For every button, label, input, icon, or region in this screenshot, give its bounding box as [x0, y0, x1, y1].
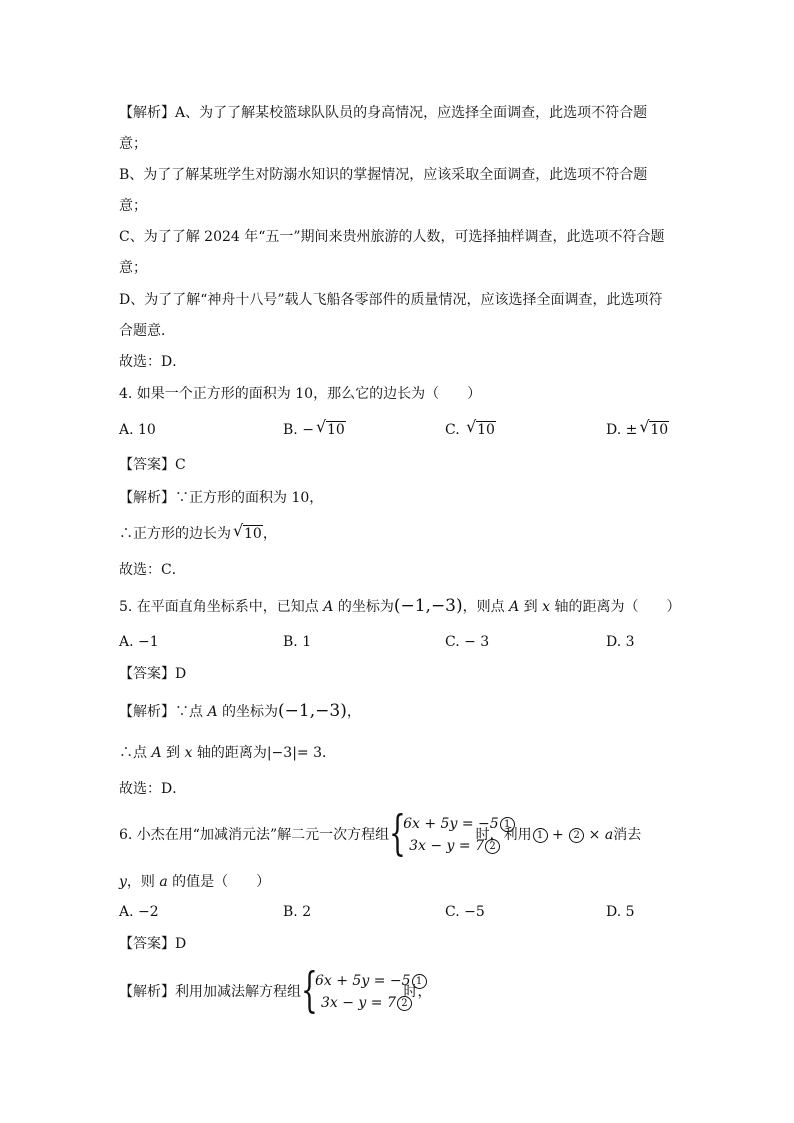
q3-solution-line-4: 意；: [119, 198, 147, 214]
q4-option-b: [283, 417, 346, 440]
q6-option-c: C. −5: [445, 904, 485, 920]
q3-solution-line-2: 意；: [119, 136, 147, 152]
option-label: C.: [445, 422, 465, 438]
option-label: D.: [606, 422, 626, 438]
sqrt-expression: √ 10: [466, 417, 495, 438]
q6-option-b: B. 2: [283, 904, 312, 920]
q5-solution-line-2: ∴点 A 到 x 轴的距离为|−3|= 3．: [119, 745, 337, 761]
q3-solution-line-6: 意；: [119, 260, 147, 276]
q4-conclusion: 故选：C．: [119, 562, 186, 578]
q6-stem-line-1: 6. 小杰在用“加减消元法”解二元一次方程组 { 6x + 5y = −5 1 3x − y = 7 2 时，利用 1 + 2 × a消去: [119, 805, 642, 861]
q4-option-a: A. 10: [119, 422, 156, 438]
x-variable: x: [542, 599, 551, 615]
option-label: B.: [283, 422, 303, 438]
plus-minus-sign: ±: [625, 422, 638, 438]
minus-sign: −: [302, 422, 314, 438]
q6-option-a: A. −2: [119, 904, 159, 920]
circled-number-1: 1: [500, 817, 515, 832]
q5-option-d: D. 3: [606, 634, 635, 650]
q3-solution-line-5: C、为了了解 2024 年“五一”期间来贵州旅游的人数，可选择抽样调查，此选项不符合题: [119, 229, 665, 245]
radicand: 10: [477, 422, 495, 438]
q6-answer: 【答案】D: [119, 936, 187, 952]
q4-stem: 4. 如果一个正方形的面积为 10，那么它的边长为（ ）: [119, 386, 482, 402]
left-brace: {: [301, 962, 318, 1018]
point-a: A: [323, 599, 334, 615]
q4-solution-line-1: 【解析】∵正方形的面积为 10，: [119, 490, 324, 506]
q5-option-c: C. − 3: [445, 634, 490, 650]
q5-solution-line-1: 【解析】∵点 A 的坐标为(−1,−3)，: [119, 701, 361, 721]
radicand: 10: [244, 526, 262, 542]
radicand: 10: [326, 422, 345, 438]
q3-solution-line-8: 合题意．: [119, 323, 175, 339]
equation-2: 3x − y = 7 2: [315, 992, 427, 1014]
circled-number-2: 2: [485, 839, 500, 854]
sqrt-expression: √ 10: [233, 521, 262, 542]
q5-stem: 5. 在平面直角坐标系中，已知点 A 的坐标为(−1,−3)，则点 A 到 x 轴的距离为（ ）: [119, 596, 681, 616]
equation-1: 6x + 5y = −5 1: [315, 970, 427, 992]
equation-2: 3x − y = 7 2: [403, 835, 515, 857]
y-variable: y: [119, 874, 127, 890]
equation-system: [301, 962, 423, 1018]
q3-solution-line-1: 【解析】A、为了了解某校篮球队队员的身高情况，应选择全面调查，此选项不符合题: [119, 105, 648, 121]
q5-conclusion: 故选：D．: [119, 781, 187, 797]
q6-option-d: D. 5: [606, 904, 635, 920]
sqrt-expression: √ 10: [639, 417, 669, 438]
equation-1: 6x + 5y = −5 1: [403, 813, 515, 835]
q4-solution-line-2: ∴正方形的边长为 √ 10，: [119, 521, 277, 542]
q4-answer: 【答案】C: [119, 457, 186, 473]
q6-stem-line-2: y，则 a 的值是（ ）: [119, 874, 271, 890]
q5-answer: 【答案】D: [119, 666, 187, 682]
coordinate: (−1,−3): [278, 701, 347, 721]
q3-conclusion: 故选：D．: [119, 354, 187, 370]
sqrt-expression: √ 10: [315, 417, 345, 438]
q5-option-b: B. 1: [283, 634, 312, 650]
q5-option-a: A. −1: [119, 634, 159, 650]
absolute-value-expression: |−3|= 3: [266, 745, 323, 761]
equation-system: [389, 805, 511, 861]
a-variable: a: [604, 827, 614, 843]
left-brace: {: [389, 805, 406, 861]
q4-option-d: [606, 417, 669, 440]
q6-solution-line-1: 【解析】利用加减法解方程组 { 6x + 5y = −5 1 3x − y = 7 2 时，: [119, 962, 432, 1018]
q3-solution-line-3: B、为了了解某班学生对防溺水知识的掌握情况，应该采取全面调查，此选项不符合题: [119, 167, 648, 183]
radicand: 10: [650, 422, 669, 438]
q3-solution-line-7: D、为了了解“神舟十八号”载人飞船各零部件的质量情况，应该选择全面调查，此选项符: [119, 292, 663, 308]
q4-option-c: [445, 417, 496, 440]
coordinate: (−1,−3): [393, 596, 463, 616]
